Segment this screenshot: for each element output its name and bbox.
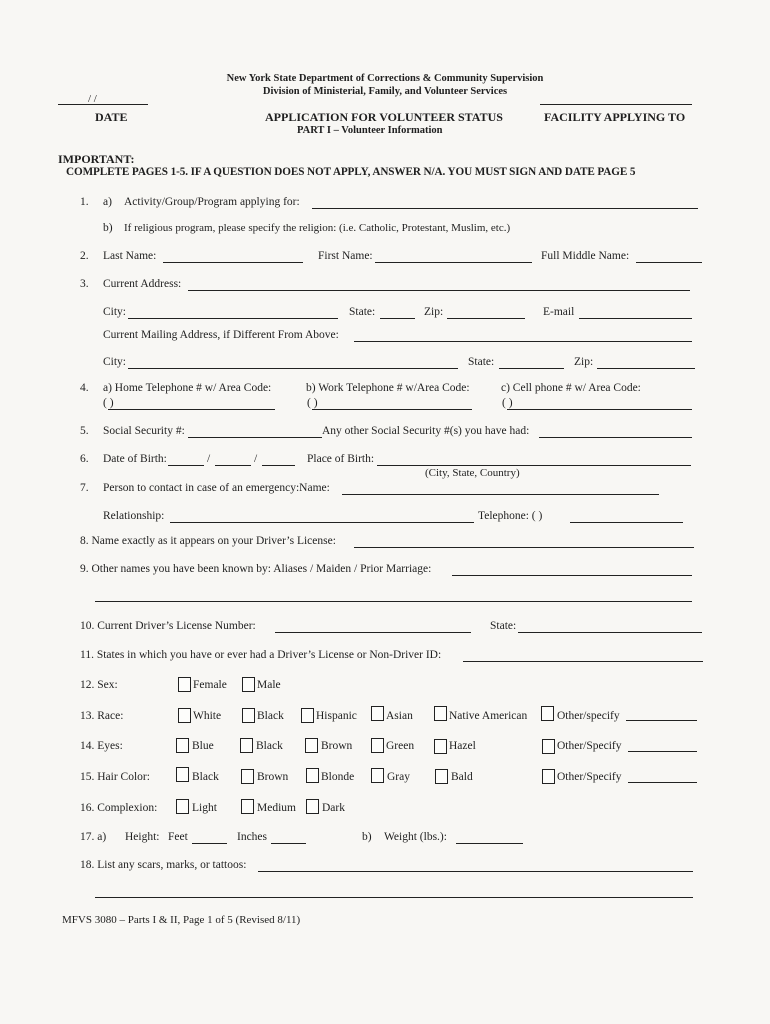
option-eyes-black: Black bbox=[256, 740, 283, 752]
option-eyes-brown: Brown bbox=[321, 740, 353, 752]
mailing-address-label: Current Mailing Address, if Different From Above: bbox=[103, 329, 339, 341]
work-phone-label: b) Work Telephone # w/Area Code: bbox=[306, 382, 470, 394]
q1-number: 1. bbox=[80, 196, 89, 208]
checkbox-eyes-black[interactable] bbox=[240, 738, 253, 753]
home-phone-field[interactable] bbox=[108, 409, 275, 410]
option-eyes-green: Green bbox=[386, 740, 415, 752]
q5-number: 5. bbox=[80, 425, 89, 437]
pob-field[interactable] bbox=[377, 465, 691, 466]
hair-color-label: 15. Hair Color: bbox=[80, 771, 150, 783]
checkbox-light[interactable] bbox=[176, 799, 189, 814]
checkbox-hair-bald[interactable] bbox=[435, 769, 448, 784]
checkbox-female[interactable] bbox=[178, 677, 191, 692]
inches-field[interactable] bbox=[271, 843, 306, 844]
mailing-zip-field[interactable] bbox=[597, 368, 695, 369]
checkbox-hair-gray[interactable] bbox=[371, 768, 384, 783]
mailing-state-field[interactable] bbox=[499, 368, 564, 369]
inches-label: Inches bbox=[237, 831, 268, 843]
emergency-name-label: Person to contact in case of an emergency:Name: bbox=[103, 482, 330, 494]
checkbox-native-american[interactable] bbox=[434, 706, 447, 721]
state-label: State: bbox=[349, 306, 376, 318]
last-name-label: Last Name: bbox=[103, 250, 157, 262]
license-state-label: State: bbox=[490, 620, 517, 632]
checkbox-eyes-green[interactable] bbox=[371, 738, 384, 753]
license-name-field[interactable] bbox=[354, 547, 694, 548]
feet-field[interactable] bbox=[192, 843, 227, 844]
option-eyes-blue: Blue bbox=[192, 740, 214, 752]
race-label: 13. Race: bbox=[80, 710, 124, 722]
option-race-black: Black bbox=[257, 710, 284, 722]
license-state-field[interactable] bbox=[518, 632, 702, 633]
other-ssn-field[interactable] bbox=[539, 437, 692, 438]
option-male: Male bbox=[257, 679, 281, 691]
license-number-label: 10. Current Driver’s License Number: bbox=[80, 620, 256, 632]
q1a-label: Activity/Group/Program applying for: bbox=[124, 196, 300, 208]
q6-number: 6. bbox=[80, 453, 89, 465]
emergency-name-field[interactable] bbox=[342, 494, 659, 495]
checkbox-eyes-brown[interactable] bbox=[305, 738, 318, 753]
relationship-field[interactable] bbox=[170, 522, 474, 523]
option-hair-brown: Brown bbox=[257, 771, 289, 783]
mailing-address-field[interactable] bbox=[354, 341, 692, 342]
checkbox-male[interactable] bbox=[242, 677, 255, 692]
license-states-field[interactable] bbox=[463, 661, 703, 662]
option-hair-bald: Bald bbox=[451, 771, 473, 783]
pob-label: Place of Birth: bbox=[307, 453, 375, 465]
option-race-other: Other/specify bbox=[557, 710, 620, 722]
option-medium: Medium bbox=[257, 802, 296, 814]
checkbox-race-other[interactable] bbox=[541, 706, 554, 721]
dob-year-field[interactable] bbox=[262, 465, 295, 466]
cell-phone-label: c) Cell phone # w/ Area Code: bbox=[501, 382, 641, 394]
agency-title: New York State Department of Corrections & Community Supervision bbox=[226, 73, 544, 84]
q1a-letter: a) bbox=[103, 196, 112, 208]
important-title: IMPORTANT: bbox=[58, 152, 135, 166]
ssn-field[interactable] bbox=[188, 437, 322, 438]
state-field[interactable] bbox=[380, 318, 415, 319]
checkbox-eyes-hazel[interactable] bbox=[434, 739, 447, 754]
date-slashes: / / bbox=[88, 93, 97, 105]
mailing-zip-label: Zip: bbox=[574, 356, 594, 368]
checkbox-hair-blonde[interactable] bbox=[306, 768, 319, 783]
ssn-label: Social Security #: bbox=[103, 425, 185, 437]
first-name-field[interactable] bbox=[375, 262, 532, 263]
emergency-telephone-label: Telephone: ( ) bbox=[478, 510, 543, 522]
checkbox-hair-black[interactable] bbox=[176, 767, 189, 782]
home-area-code: ( ) bbox=[103, 397, 114, 409]
option-hair-other: Other/Specify bbox=[557, 771, 622, 783]
zip-label: Zip: bbox=[424, 306, 444, 318]
option-hair-gray: Gray bbox=[387, 771, 410, 783]
dob-month-field[interactable] bbox=[168, 465, 204, 466]
option-eyes-hazel: Hazel bbox=[449, 740, 476, 752]
facility-field[interactable] bbox=[540, 104, 692, 105]
dob-slash-1: / bbox=[207, 453, 211, 465]
facility-label: FACILITY APPLYING TO bbox=[544, 110, 686, 124]
scars-label: 18. List any scars, marks, or tattoos: bbox=[80, 859, 247, 871]
option-hair-blonde: Blonde bbox=[321, 771, 355, 783]
option-hispanic: Hispanic bbox=[316, 710, 357, 722]
option-female: Female bbox=[193, 679, 227, 691]
mailing-city-label: City: bbox=[103, 356, 127, 368]
address-label: Current Address: bbox=[103, 278, 182, 290]
division-title: Division of Ministerial, Family, and Volunteer Services bbox=[262, 86, 508, 97]
part-title: PART I – Volunteer Information bbox=[297, 125, 443, 136]
email-label: E-mail bbox=[543, 306, 575, 318]
complexion-label: 16. Complexion: bbox=[80, 802, 158, 814]
pob-hint: (City, State, Country) bbox=[425, 467, 520, 479]
q7-number: 7. bbox=[80, 482, 89, 494]
eyes-label: 14. Eyes: bbox=[80, 740, 123, 752]
q2-number: 2. bbox=[80, 250, 89, 262]
hair-other-field[interactable] bbox=[628, 782, 697, 783]
q17b-letter: b) bbox=[362, 831, 372, 843]
eyes-other-field[interactable] bbox=[628, 751, 697, 752]
middle-name-label: Full Middle Name: bbox=[541, 250, 630, 262]
dob-day-field[interactable] bbox=[215, 465, 251, 466]
first-name-label: First Name: bbox=[318, 250, 373, 262]
feet-label: Feet bbox=[168, 831, 188, 843]
other-names-field-1[interactable] bbox=[452, 575, 692, 576]
activity-field[interactable] bbox=[312, 208, 698, 209]
checkbox-race-black[interactable] bbox=[242, 708, 255, 723]
checkbox-asian[interactable] bbox=[371, 706, 384, 721]
q4-number: 4. bbox=[80, 382, 89, 394]
option-dark: Dark bbox=[322, 802, 345, 814]
checkbox-hair-brown[interactable] bbox=[241, 769, 254, 784]
q1b-label: If religious program, please specify the religion: (i.e. Catholic, Protestant, Muslim, etc.) bbox=[124, 222, 511, 234]
option-native-american: Native American bbox=[449, 710, 528, 722]
cell-area-code: ( ) bbox=[502, 397, 513, 409]
mailing-state-label: State: bbox=[468, 356, 495, 368]
date-label: DATE bbox=[95, 110, 128, 124]
checkbox-eyes-blue[interactable] bbox=[176, 738, 189, 753]
license-states-label: 11. States in which you have or ever had a Driver’s License or Non-Driver ID: bbox=[80, 649, 442, 661]
application-title: APPLICATION FOR VOLUNTEER STATUS bbox=[265, 110, 503, 124]
emergency-telephone-field[interactable] bbox=[570, 522, 683, 523]
checkbox-dark[interactable] bbox=[306, 799, 319, 814]
dob-label: Date of Birth: bbox=[103, 453, 167, 465]
relationship-label: Relationship: bbox=[103, 510, 165, 522]
option-light: Light bbox=[192, 802, 217, 814]
q3-number: 3. bbox=[80, 278, 89, 290]
other-names-field-2[interactable] bbox=[95, 601, 692, 602]
weight-label: Weight (lbs.): bbox=[384, 831, 447, 843]
other-names-label: 9. Other names you have been known by: Aliases / Maiden / Prior Marriage: bbox=[80, 563, 432, 575]
scars-field-2[interactable] bbox=[95, 897, 693, 898]
sex-label: 12. Sex: bbox=[80, 679, 118, 691]
city-field[interactable] bbox=[128, 318, 338, 319]
cell-phone-field[interactable] bbox=[507, 409, 692, 410]
work-phone-field[interactable] bbox=[312, 409, 472, 410]
date-field[interactable] bbox=[58, 104, 148, 105]
q17a-label: 17. a) bbox=[80, 831, 107, 843]
other-ssn-label: Any other Social Security #(s) you have had: bbox=[322, 425, 530, 437]
scars-field-1[interactable] bbox=[258, 871, 693, 872]
weight-field[interactable] bbox=[456, 843, 523, 844]
city-label: City: bbox=[103, 306, 127, 318]
race-other-field[interactable] bbox=[626, 720, 697, 721]
option-asian: Asian bbox=[386, 710, 413, 722]
checkbox-white[interactable] bbox=[178, 708, 191, 723]
last-name-field[interactable] bbox=[163, 262, 303, 263]
checkbox-eyes-other[interactable] bbox=[542, 739, 555, 754]
important-text: COMPLETE PAGES 1-5. IF A QUESTION DOES NOT APPLY, ANSWER N/A. YOU MUST SIGN AND DATE PAGE 5 bbox=[66, 166, 636, 178]
mailing-city-field[interactable] bbox=[128, 368, 458, 369]
checkbox-hispanic[interactable] bbox=[301, 708, 314, 723]
license-name-label: 8. Name exactly as it appears on your Driver’s License: bbox=[80, 535, 336, 547]
height-label: Height: bbox=[125, 831, 160, 843]
option-hair-black: Black bbox=[192, 771, 219, 783]
zip-field[interactable] bbox=[447, 318, 525, 319]
dob-slash-2: / bbox=[254, 453, 258, 465]
home-phone-label: a) Home Telephone # w/ Area Code: bbox=[103, 382, 272, 394]
license-number-field[interactable] bbox=[275, 632, 471, 633]
q1b-letter: b) bbox=[103, 222, 113, 234]
work-area-code: ( ) bbox=[307, 397, 318, 409]
checkbox-medium[interactable] bbox=[241, 799, 254, 814]
option-eyes-other: Other/Specify bbox=[557, 740, 622, 752]
option-white: White bbox=[193, 710, 222, 722]
checkbox-hair-other[interactable] bbox=[542, 769, 555, 784]
email-field[interactable] bbox=[579, 318, 692, 319]
address-field[interactable] bbox=[188, 290, 690, 291]
form-footer: MFVS 3080 – Parts I & II, Page 1 of 5 (Revised 8/11) bbox=[62, 914, 301, 926]
middle-name-field[interactable] bbox=[636, 262, 702, 263]
